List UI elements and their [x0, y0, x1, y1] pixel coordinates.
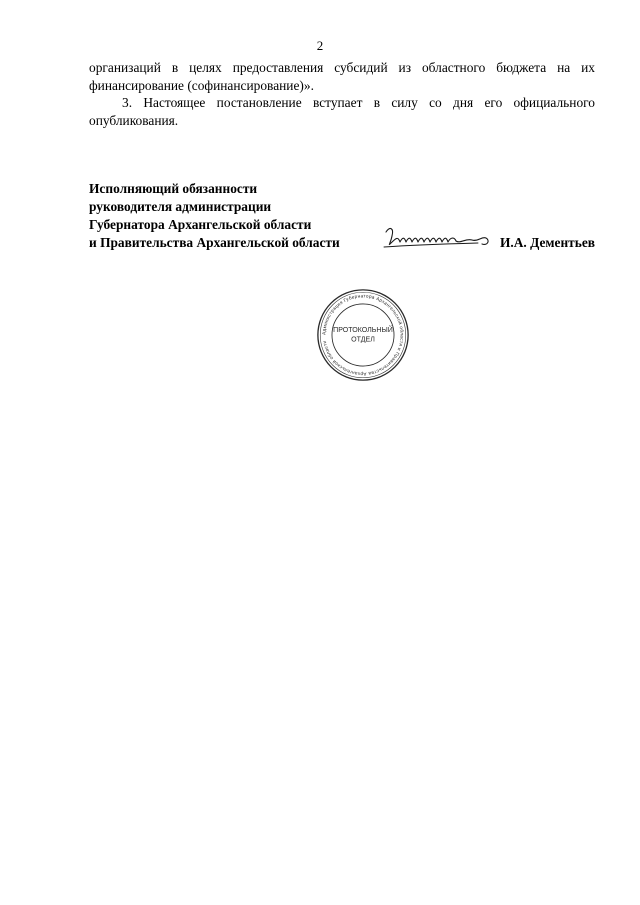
body-paragraph-continuation: организаций в целях предоставления субсидий из областного бюджета на их финансирование (софинансирование)». [89, 60, 595, 93]
official-stamp [316, 288, 410, 382]
signature-block [89, 180, 599, 252]
signer-position-line-2: руководителя администрации [89, 199, 272, 214]
document-body [89, 59, 595, 129]
svg-text:Администрация Губернатора Арха [321, 293, 404, 376]
signer-position-line-4-row [89, 234, 599, 252]
stamp-ring-text: Администрация Губернатора Архангельской области и Правительства Архангельской области [321, 293, 405, 377]
signer-position-line-1: Исполняющий обязанности [89, 181, 258, 196]
page-number: 2 [316, 38, 324, 53]
stamp-center-line-2: ОТДЕЛ [351, 336, 375, 344]
signer-name: И.А. Дементьев [499, 235, 595, 250]
signer-position-line-3: Губернатора Архангельской области [89, 217, 312, 232]
body-paragraph-item-3: 3. Настоящее постановление вступает в силу со дня его официального опубликования. [89, 95, 595, 128]
stamp-center-line-1: ПРОТОКОЛЬНЫЙ [333, 327, 393, 335]
signer-position-line-4: и Правительства Архангельской области [89, 235, 340, 250]
handwritten-signature [382, 222, 494, 254]
